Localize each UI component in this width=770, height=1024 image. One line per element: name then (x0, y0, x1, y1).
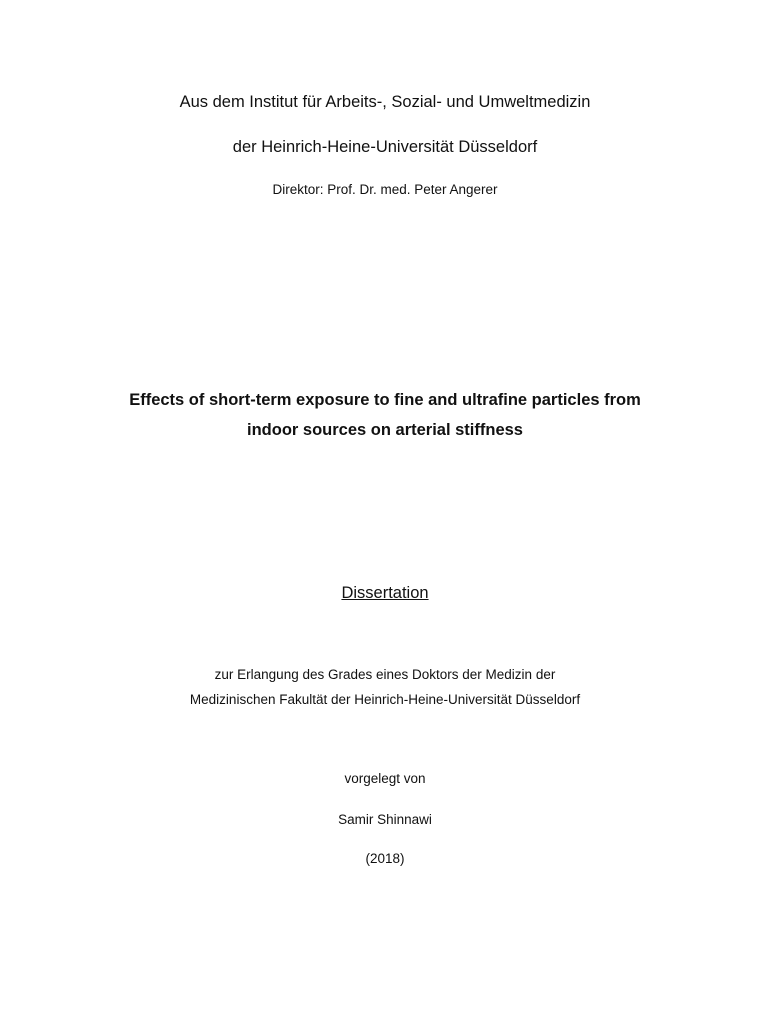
university-name: der Heinrich-Heine-Universität Düsseldorf (232, 138, 538, 156)
institute-name: Aus dem Institut für Arbeits-, Sozial- und Umweltmedizin (179, 93, 591, 111)
author-name: Samir Shinnawi (338, 812, 432, 827)
degree-purpose-line-1: zur Erlangung des Grades eines Doktors der Medizin der (214, 667, 556, 682)
publication-year: (2018) (365, 851, 405, 866)
director-line: Direktor: Prof. Dr. med. Peter Angerer (272, 182, 498, 197)
thesis-title-line-2: indoor sources on arterial stiffness (247, 421, 523, 439)
document-type: Dissertation (341, 584, 429, 602)
degree-purpose-line-2: Medizinischen Fakultät der Heinrich-Heine-Universität Düsseldorf (189, 692, 581, 707)
thesis-title-line-1: Effects of short-term exposure to fine and ultrafine particles from (129, 391, 641, 409)
submitted-by-label: vorgelegt von (344, 771, 426, 786)
